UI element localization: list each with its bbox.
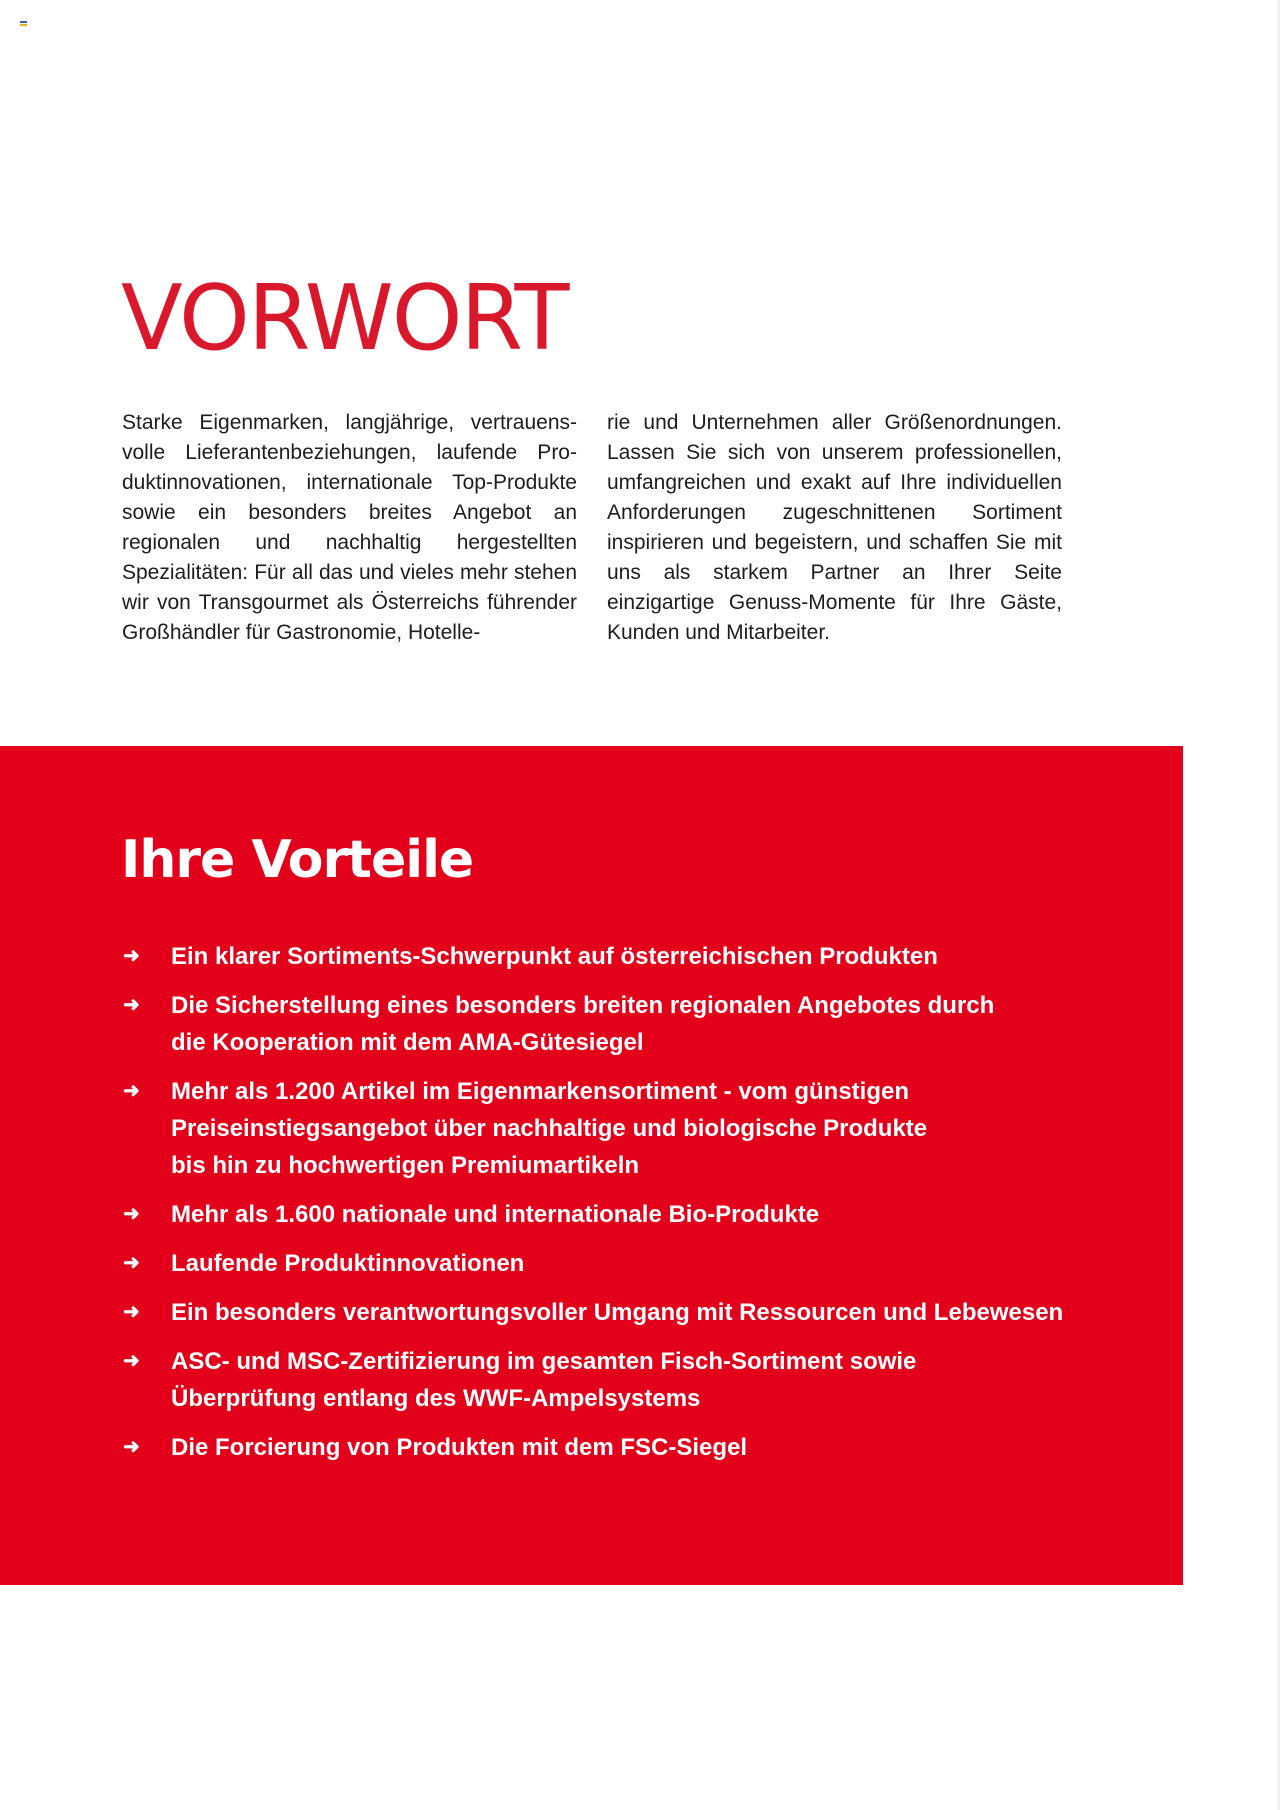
benefit-text-line: Preiseinstiegsangebot über nachhaltige und biologische Produkte xyxy=(171,1115,928,1142)
arrow-right-icon: ➜ xyxy=(123,945,140,967)
benefit-item xyxy=(123,1073,1123,1184)
page-title: VORWORT xyxy=(121,266,568,371)
benefit-item xyxy=(123,1294,1123,1331)
benefit-text-line: Überprüfung entlang des WWF-Ampelsystems xyxy=(171,1385,701,1412)
benefit-item xyxy=(123,1343,1123,1417)
benefit-item xyxy=(123,938,1123,975)
intro-column-right xyxy=(607,408,1062,648)
benefit-text-line: ASC- und MSC-Zertifizierung im gesamten Fisch-Sortiment sowie xyxy=(171,1348,917,1375)
arrow-right-icon: ➜ xyxy=(123,1080,140,1102)
benefit-item xyxy=(123,1196,1123,1233)
benefit-text-line: Ein klarer Sortiments-Schwerpunkt auf österreichischen Produkten xyxy=(171,943,938,970)
benefit-text-line: Die Forcierung von Produkten mit dem FSC-Siegel xyxy=(171,1434,748,1461)
benefit-text-line: Ein besonders verantwortungsvoller Umgang mit Ressourcen und Lebewesen xyxy=(171,1299,1064,1326)
benefits-list xyxy=(123,938,1123,1478)
benefit-text-line: Mehr als 1.600 nationale und internationale Bio-Produkte xyxy=(171,1201,820,1228)
arrow-right-icon: ➜ xyxy=(123,1350,140,1372)
benefit-item xyxy=(123,1429,1123,1466)
intro-column-left xyxy=(122,408,577,648)
benefits-section xyxy=(0,746,1183,1585)
benefit-item xyxy=(123,1245,1123,1282)
benefit-item xyxy=(123,987,1123,1061)
benefit-text-line: Laufende Produktinnovationen xyxy=(171,1250,525,1277)
arrow-right-icon: ➜ xyxy=(123,994,140,1016)
arrow-right-icon: ➜ xyxy=(123,1203,140,1225)
intro-text-left: Starke Eigenmarken, langjährige, vertrauensvolle Lieferantenbeziehungen, laufende Produktinnovationen, internationale Top-Produkte sowie ein besonders breites Angebot an regionalen und nachhaltig hergestellten Spezialitäten: Für all das und vieles mehr stehen wir von Transgourmet als Österreichs führender Großhändler für Gastronomie, Hotelle- xyxy=(122,411,577,644)
corner-flag-icon xyxy=(20,21,27,27)
benefit-text-line: Die Sicherstellung eines besonders breiten regionalen Angebotes durch xyxy=(171,992,995,1019)
benefit-text-line: Mehr als 1.200 Artikel im Eigenmarkensortiment - vom günstigen xyxy=(171,1078,909,1105)
benefits-title: Ihre Vorteile xyxy=(121,830,474,890)
benefit-text-line: die Kooperation mit dem AMA-Gütesiegel xyxy=(171,1029,644,1056)
intro-text-right: rie und Unternehmen aller Größenordnungen. Lassen Sie sich von unserem professionellen, umfangreichen und exakt auf Ihre individuellen Anforderungen zugeschnittenen Sortiment inspirieren und begeistern, und schaffen Sie mit uns als starkem Partner an Ihrer Seite einzigartige Genuss-Momente für Ihre Gäste, Kunden und Mitarbeiter. xyxy=(607,411,1062,644)
arrow-right-icon: ➜ xyxy=(123,1436,140,1458)
arrow-right-icon: ➜ xyxy=(123,1301,140,1323)
benefit-text-line: bis hin zu hochwertigen Premiumartikeln xyxy=(171,1152,640,1179)
arrow-right-icon: ➜ xyxy=(123,1252,140,1274)
